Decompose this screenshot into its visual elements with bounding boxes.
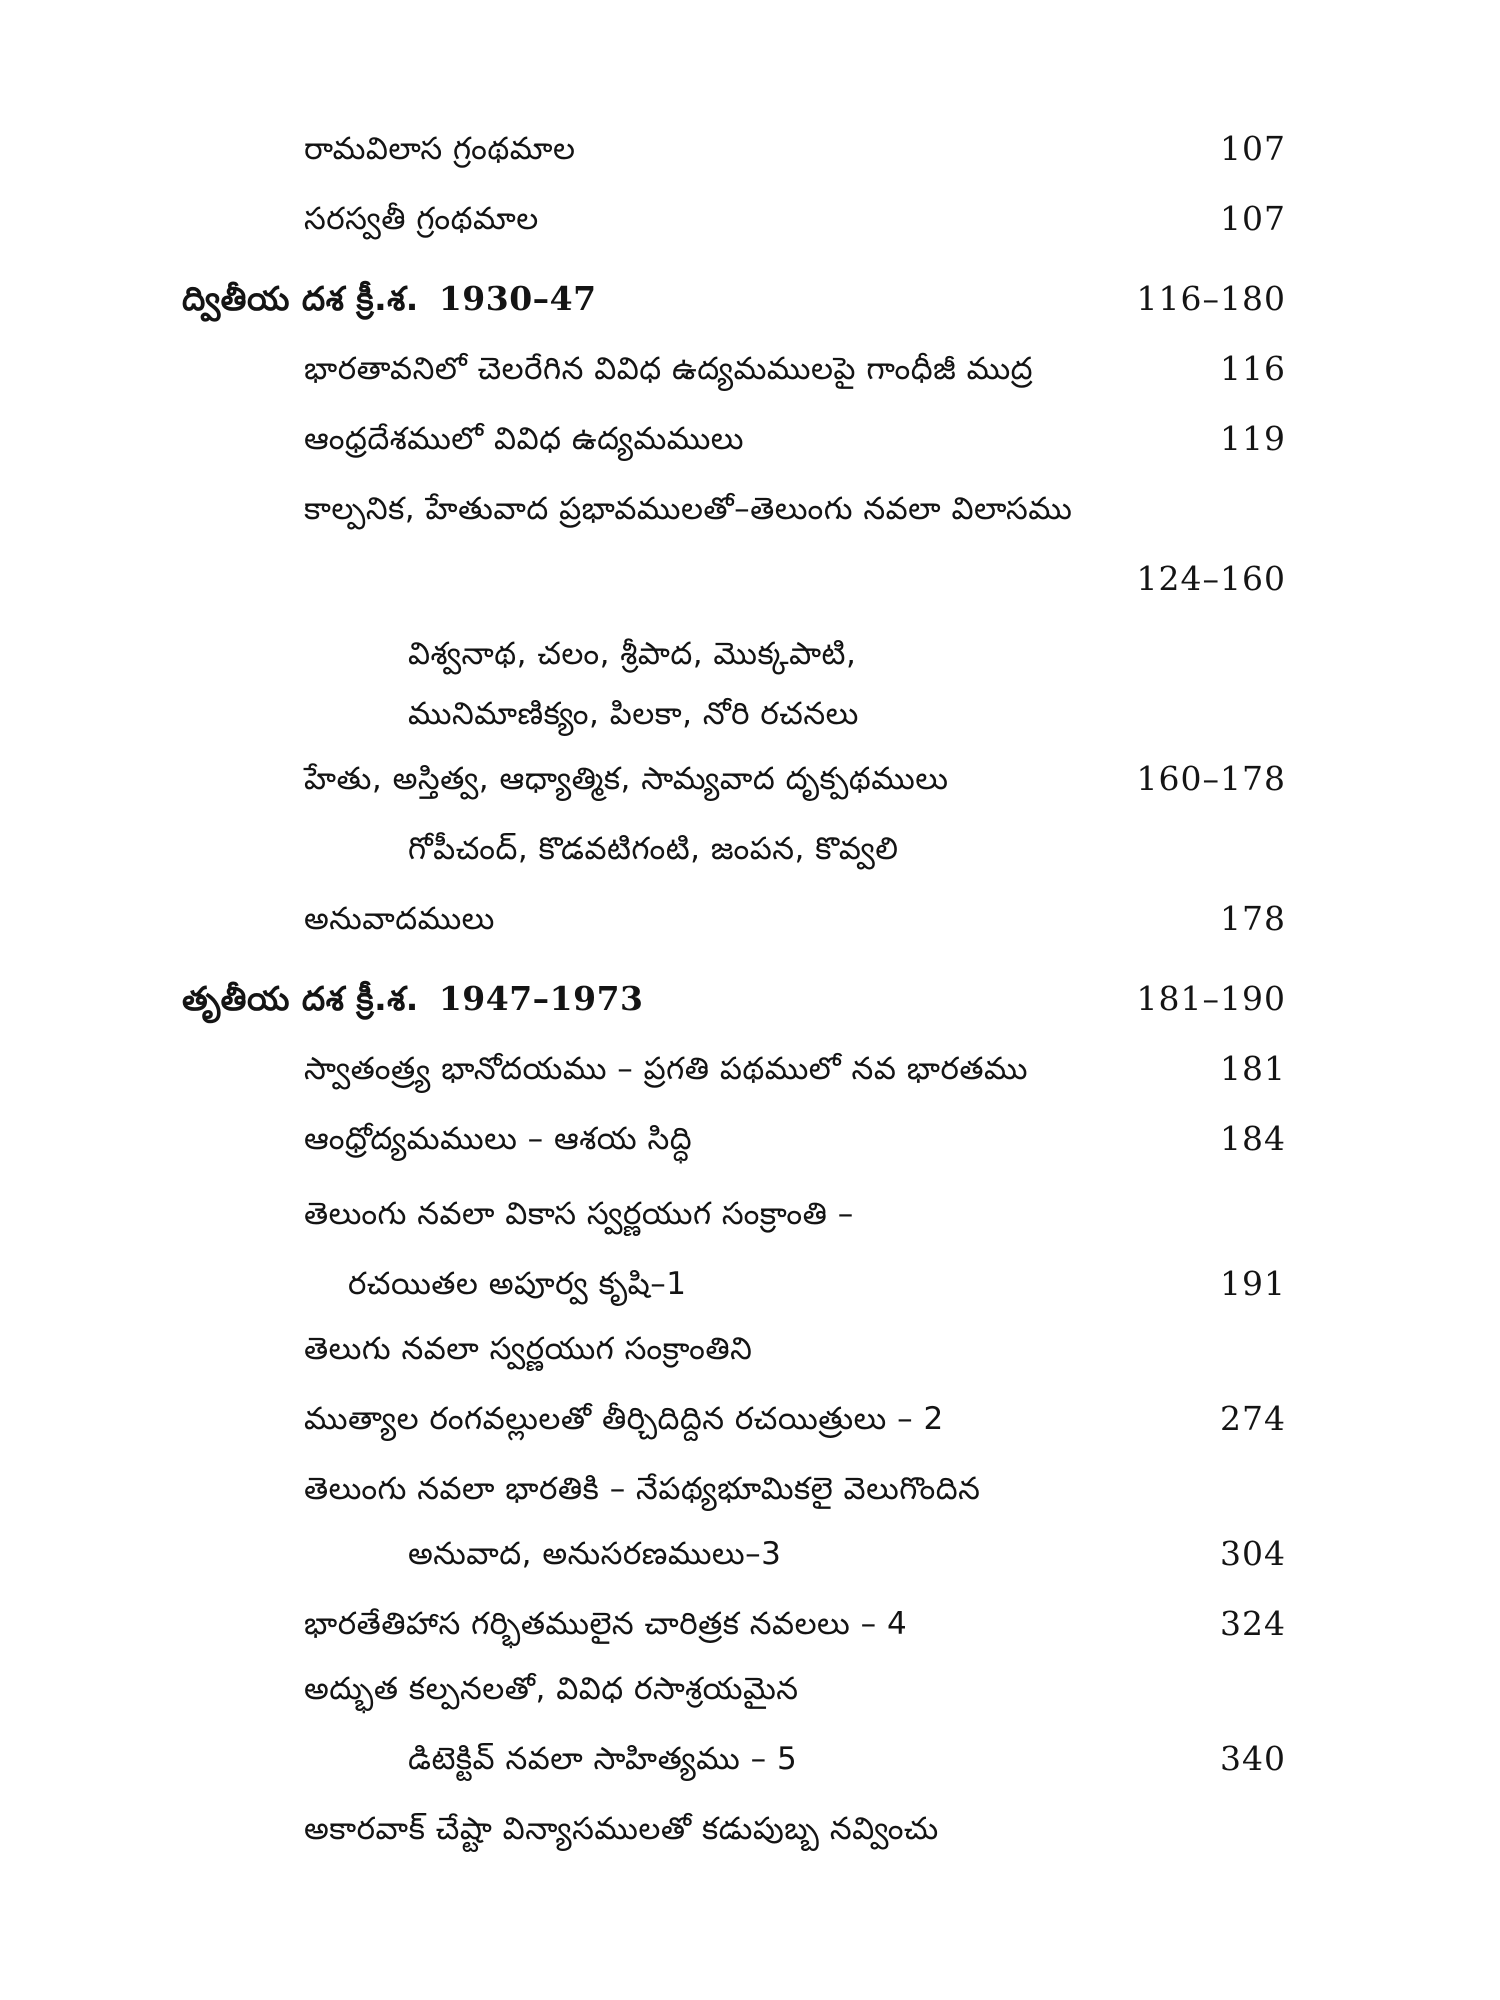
toc-entry [0,1039,1500,1099]
toc-entry [0,189,1500,249]
toc-entry [0,1799,1500,1859]
toc-entry [0,1594,1500,1654]
section-year-range: 1930–47 [438,279,597,318]
entry-title: తెలుంగు నవలా వికాస స్వర్ణయుగ సంక్రాంతి – [304,1196,854,1232]
toc-entry [0,1659,1500,1719]
toc-entry [0,479,1500,539]
toc-entry [0,1254,1500,1314]
section-heading [0,269,1500,329]
page-number: 181 [1220,1049,1286,1088]
entry-title: హేతు, అస్తిత్వ, ఆధ్యాత్మిక, సామ్యవాద దృక్పథములు [304,761,949,797]
toc-entry [0,1109,1500,1169]
section-title-text: తృతీయ దశ క్రీ.శ. [182,979,419,1018]
section-year-range: 1947–1973 [438,979,644,1018]
entry-title: అనువాద, అనుసరణములు–3 [408,1536,782,1572]
page-number: 304 [1220,1534,1286,1573]
entry-title: డిటెక్టివ్ నవలా సాహిత్యము – 5 [408,1741,798,1777]
toc-entry [0,1389,1500,1449]
toc-entry [0,549,1500,609]
entry-title: భారతేతిహాస గర్భితములైన చారిత్రక నవలలు – 4 [304,1606,908,1642]
page-number: 340 [1220,1739,1286,1778]
page-range: 124–160 [1136,559,1286,598]
page-range: 181–190 [1136,979,1286,1018]
page-number: 274 [1220,1399,1286,1438]
page-range: 160–178 [1136,759,1286,798]
entry-title: కాల్పనిక, హేతువాద ప్రభావములతో–తెలుంగు నవలా విలాసము [304,491,1073,527]
section-title [182,969,644,1029]
section-heading [0,969,1500,1029]
toc-entry [0,1319,1500,1379]
toc-entry [0,409,1500,469]
toc-entry [0,889,1500,949]
page-number: 119 [1220,419,1286,458]
entry-title: భారతావనిలో చెలరేగిన వివిధ ఉద్యమములపై గాంధీజీ ముద్ర [304,351,1034,387]
section-title-text: ద్వితీయ దశ క్రీ.శ. [182,279,419,318]
toc-entry [0,1729,1500,1789]
page-number: 184 [1220,1119,1286,1158]
entry-title: విశ్వనాథ, చలం, శ్రీపాద, మొక్కపాటి, [408,636,857,672]
page-number: 324 [1220,1604,1286,1643]
toc-entry [0,624,1500,684]
page-range: 116–180 [1136,279,1286,318]
page-number: 107 [1220,199,1286,238]
page-number: 107 [1220,129,1286,168]
toc-entry [0,1459,1500,1519]
toc-entry [0,749,1500,809]
page-number: 178 [1220,899,1286,938]
toc-entry [0,339,1500,399]
entry-title: అనువాదములు [304,901,495,937]
entry-title: అద్భుత కల్పనలతో, వివిధ రసాశ్రయమైన [304,1671,799,1707]
page-number: 116 [1220,349,1286,388]
entry-title: రచయితల అపూర్వ కృషి–1 [348,1266,687,1302]
toc-entry [0,819,1500,879]
entry-title: అకారవాక్ చేష్టా విన్యాసములతో కడుపుబ్బ నవ్వించు [304,1811,939,1847]
section-title [182,269,597,329]
entry-title: స్వాతంత్ర్య భానోదయము – ప్రగతి పథములో నవ భారతము [304,1051,1028,1087]
entry-title: ఆంధ్రోద్యమములు – ఆశయ సిద్ధి [304,1121,693,1157]
entry-title: గోపీచంద్, కొడవటిగంటి, జంపన, కొవ్వలి [408,831,899,867]
toc-entry [0,1184,1500,1244]
toc-entry [0,1524,1500,1584]
entry-title: తెలుగు నవలా స్వర్ణయుగ సంక్రాంతిని [304,1331,753,1367]
toc-entry [0,119,1500,179]
entry-title: ముత్యాల రంగవల్లులతో తీర్చిదిద్దిన రచయిత్రులు – 2 [304,1401,944,1437]
page-number: 191 [1220,1264,1286,1303]
entry-title: సరస్వతీ గ్రంథమాల [304,201,539,237]
entry-title: రామవిలాస గ్రంథమాల [304,131,576,167]
entry-title: తెలుంగు నవలా భారతికి – నేపథ్యభూమికలై వెలుగొందిన [304,1471,981,1507]
entry-title: ఆంధ్రదేశములో వివిధ ఉద్యమములు [304,421,745,457]
toc-entry [0,684,1500,744]
entry-title: మునిమాణిక్యం, పిలకా, నోరి రచనలు [408,696,859,732]
